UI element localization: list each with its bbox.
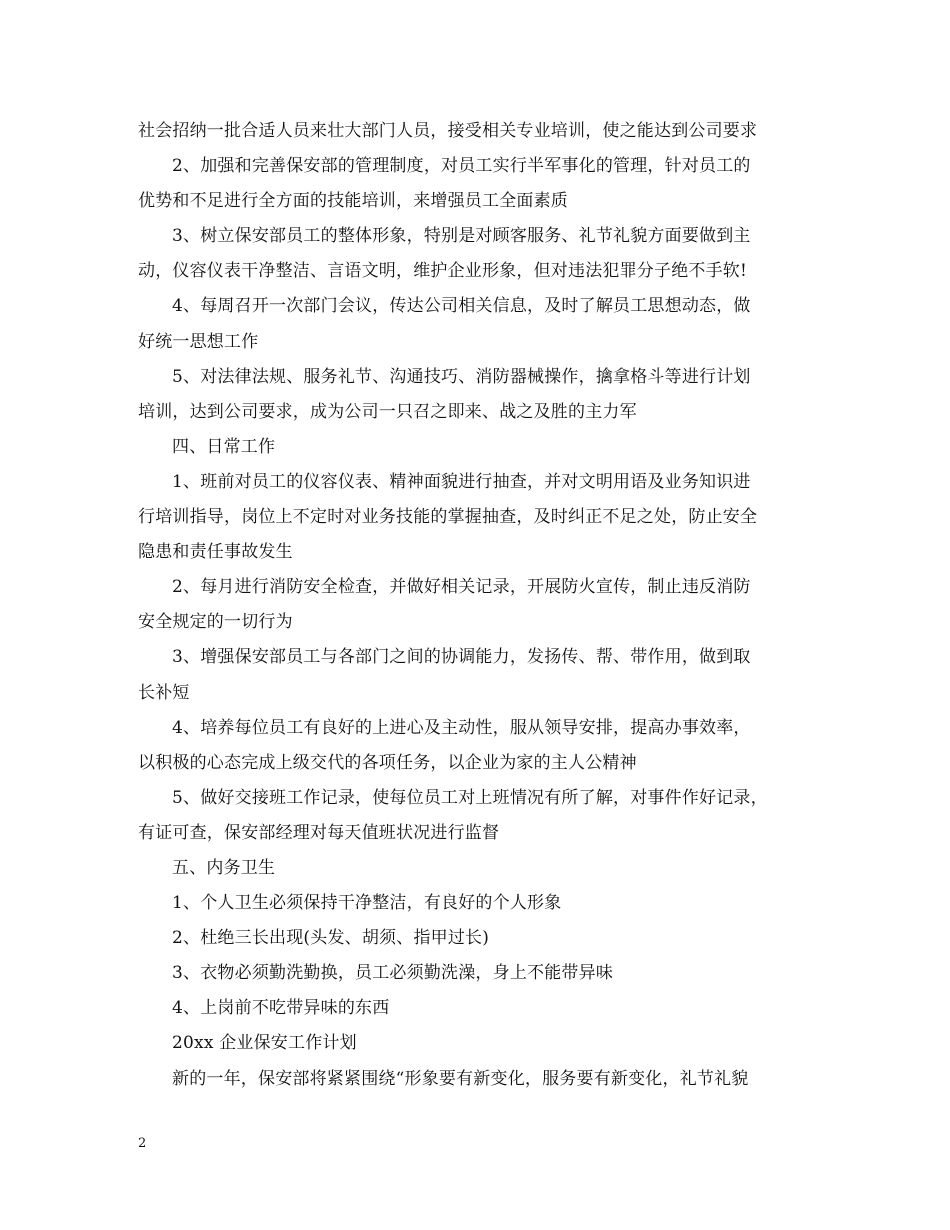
text-line: 1、班前对员工的仪容仪表、精神面貌进行抽查，并对文明用语及业务知识进 [172,471,751,492]
section-heading: 五、内务卫生 [172,857,276,878]
text-line: 行培训指导，岗位上不定时对业务技能的掌握抽查，及时纠正不足之处，防止安全 [138,507,758,528]
text-line: 5、对法律法规、服务礼节、沟通技巧、消防器械操作，擒拿格斗等进行计划 [172,366,751,387]
document-subtitle: 20xx 企业保安工作计划 [172,1033,357,1054]
text-line: 3、衣物必须勤洗勤换，员工必须勤洗澡，身上不能带异味 [172,963,614,984]
text-line: 社会招纳一批合适人员来壮大部门人员，接受相关专业培训，使之能达到公司要求 [138,121,758,141]
text-line: 以积极的心态完成上级交代的各项任务，以企业为家的主人公精神 [138,752,637,773]
text-line: 4、每周召开一次部门会议，传达公司相关信息，及时了解员工思想动态，做 [172,296,751,317]
page-number: 2 [138,1136,147,1151]
text-line: 4、上岗前不吃带异味的东西 [172,998,390,1019]
text-line: 安全规定的一切行为 [138,612,293,633]
document-body [138,114,822,1097]
text-line: 长补短 [138,682,190,703]
text-line: 3、增强保安部员工与各部门之间的协调能力，发扬传、帮、带作用，做到取 [172,647,751,668]
text-line: 2、杜绝三长出现(头发、胡须、指甲过长) [172,928,490,949]
text-line: 好统一思想工作 [138,331,259,352]
text-line: 1、个人卫生必须保持干净整洁，有良好的个人形象 [172,893,562,914]
text-line: 优势和不足进行全方面的技能培训，来增强员工全面素质 [138,191,568,212]
text-line: 2、每月进行消防安全检查，并做好相关记录，开展防火宣传，制止违反消防 [172,577,751,598]
text-line: 新的一年，保安部将紧紧围绕“形象要有新变化，服务要有新变化，礼节礼貌 [172,1068,749,1089]
text-line: 培训，达到公司要求，成为公司一只召之即来、战之及胜的主力军 [138,401,637,422]
text-line: 3、树立保安部员工的整体形象，特别是对顾客服务、礼节礼貌方面要做到主 [172,226,751,247]
text-line: 5、做好交接班工作记录，使每位员工对上班情况有所了解，对事件作好记录， [172,787,768,808]
text-line: 有证可查，保安部经理对每天值班状况进行监督 [138,822,500,843]
section-heading: 四、日常工作 [172,436,276,457]
text-line: 隐患和责任事故发生 [138,542,293,563]
text-line: 2、加强和完善保安部的管理制度，对员工实行半军事化的管理，针对员工的 [172,156,751,177]
text-line: 动，仪容仪表干净整洁、言语文明，维护企业形象，但对违法犯罪分子绝不手软! [138,261,748,282]
text-line: 4、培养每位员工有良好的上进心及主动性，服从领导安排，提高办事效率， [172,717,751,738]
